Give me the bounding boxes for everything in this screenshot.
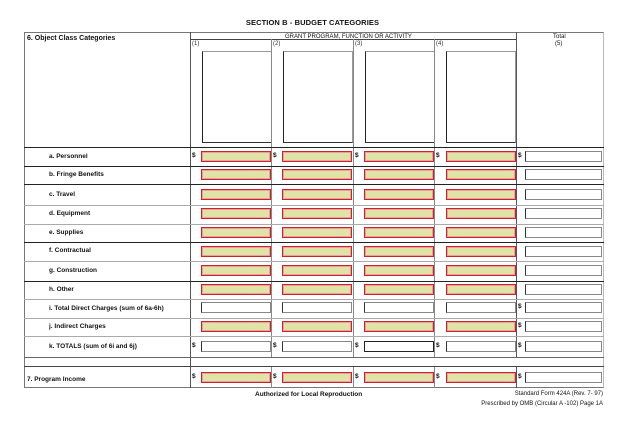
equipment-col-2[interactable]: [282, 208, 352, 219]
divider: [271, 39, 272, 357]
section-title: SECTION B - BUDGET CATEGORIES: [245, 18, 380, 27]
other-col-4[interactable]: [446, 284, 516, 295]
divider: [24, 205, 604, 206]
construction-total[interactable]: [525, 265, 602, 276]
total-col-number: (5): [555, 41, 563, 47]
dollar-sign: $: [518, 322, 522, 329]
dollar-sign: $: [273, 342, 277, 349]
fringe-benefits-col-4[interactable]: [446, 169, 516, 180]
total-direct-total[interactable]: [525, 302, 602, 313]
row-label-indirect: j. Indirect Charges: [49, 323, 106, 330]
dollar-sign: $: [192, 373, 196, 380]
col-2-program-name[interactable]: [283, 51, 353, 143]
divider: [24, 224, 604, 225]
dollar-sign: $: [436, 373, 440, 380]
supplies-total[interactable]: [525, 227, 602, 238]
indirect-col-4[interactable]: [446, 321, 516, 332]
row-label-travel: c. Travel: [49, 191, 76, 198]
total-header: Total: [553, 34, 566, 40]
construction-col-4[interactable]: [446, 265, 516, 276]
row-label-supplies: e. Supplies: [49, 229, 84, 236]
totals-col-1[interactable]: [201, 341, 271, 352]
divider: [516, 366, 517, 388]
supplies-col-2[interactable]: [282, 227, 352, 238]
divider: [24, 166, 604, 167]
col-1-program-name[interactable]: [202, 51, 272, 143]
divider: [24, 281, 604, 282]
row-label-fringe-benefits: b. Fringe Benefits: [49, 171, 104, 178]
divider: [271, 366, 272, 388]
total-direct-col-4[interactable]: [446, 302, 516, 313]
fringe-benefits-col-2[interactable]: [282, 169, 352, 180]
col-2-number: (2): [273, 41, 281, 47]
divider: [434, 366, 435, 388]
row-label-contractual: f. Contractual: [49, 247, 91, 254]
divider: [434, 39, 435, 357]
col-3-number: (3): [355, 41, 363, 47]
dollar-sign: $: [518, 303, 522, 310]
dollar-sign: $: [355, 373, 359, 380]
dollar-sign: $: [518, 373, 522, 380]
dollar-sign: $: [273, 152, 277, 159]
col-4-program-name[interactable]: [446, 51, 516, 143]
col-4-number: (4): [436, 41, 444, 47]
divider: [190, 32, 191, 388]
divider: [24, 261, 604, 262]
supplies-col-3[interactable]: [364, 227, 434, 238]
row-label-total-direct: i. Total Direct Charges (sum of 6a-6h): [49, 305, 164, 312]
other-col-2[interactable]: [282, 284, 352, 295]
equipment-total[interactable]: [525, 208, 602, 219]
program-income-col-4[interactable]: [446, 372, 516, 383]
total-direct-col-3[interactable]: [364, 302, 434, 313]
contractual-col-2[interactable]: [282, 246, 352, 257]
indirect-total[interactable]: [525, 321, 602, 332]
dollar-sign: $: [192, 152, 196, 159]
divider: [24, 147, 604, 148]
dollar-sign: $: [192, 342, 196, 349]
object-class-header: 6. Object Class Categories: [27, 35, 116, 42]
contractual-col-3[interactable]: [364, 246, 434, 257]
authorized-reproduction-note: Authorized for Local Reproduction: [255, 391, 363, 398]
travel-col-4[interactable]: [446, 189, 516, 200]
construction-col-2[interactable]: [282, 265, 352, 276]
divider: [24, 242, 604, 243]
divider: [516, 32, 517, 357]
program-income-col-3[interactable]: [364, 372, 434, 383]
indirect-col-2[interactable]: [282, 321, 352, 332]
program-income-col-1[interactable]: [201, 372, 271, 383]
travel-col-3[interactable]: [364, 189, 434, 200]
divider: [24, 366, 604, 367]
program-income-total[interactable]: [525, 372, 602, 383]
row-label-totals: k. TOTALS (sum of 6i and 6j): [49, 343, 137, 350]
other-col-3[interactable]: [364, 284, 434, 295]
supplies-col-1[interactable]: [201, 227, 271, 238]
program-income-col-2[interactable]: [282, 372, 352, 383]
grant-program-header: GRANT PROGRAM, FUNCTION OR ACTIVITY: [285, 34, 412, 40]
dollar-sign: $: [436, 152, 440, 159]
totals-col-3[interactable]: [364, 341, 434, 352]
dollar-sign: $: [518, 342, 522, 349]
divider: [24, 184, 604, 185]
construction-col-3[interactable]: [364, 265, 434, 276]
equipment-col-3[interactable]: [364, 208, 434, 219]
divider: [24, 299, 604, 300]
travel-col-2[interactable]: [282, 189, 352, 200]
divider: [24, 336, 604, 337]
dollar-sign: $: [518, 152, 522, 159]
col-3-program-name[interactable]: [365, 51, 435, 143]
construction-col-1[interactable]: [201, 265, 271, 276]
personnel-col-3[interactable]: [364, 151, 434, 162]
row-label-personnel: a. Personnel: [49, 153, 88, 160]
personnel-col-4[interactable]: [446, 151, 516, 162]
prescribed-note: Prescribed by OMB (Circular A -102) Page 1A: [481, 401, 603, 407]
total-direct-col-2[interactable]: [282, 302, 352, 313]
row-label-equipment: d. Equipment: [49, 210, 91, 217]
fringe-benefits-col-3[interactable]: [364, 169, 434, 180]
indirect-col-1[interactable]: [201, 321, 271, 332]
dollar-sign: $: [273, 373, 277, 380]
dollar-sign: $: [436, 342, 440, 349]
supplies-col-4[interactable]: [446, 227, 516, 238]
divider: [353, 366, 354, 388]
total-direct-col-1[interactable]: [201, 302, 271, 313]
indirect-col-3[interactable]: [364, 321, 434, 332]
contractual-total[interactable]: [525, 246, 602, 257]
fringe-benefits-total[interactable]: [525, 169, 602, 180]
travel-col-1[interactable]: [201, 189, 271, 200]
travel-total[interactable]: [525, 189, 602, 200]
form-id: Standard Form 424A (Rev. 7- 97): [514, 391, 603, 397]
divider: [24, 318, 604, 319]
contractual-col-1[interactable]: [201, 246, 271, 257]
equipment-col-1[interactable]: [201, 208, 271, 219]
totals-col-2[interactable]: [282, 341, 352, 352]
personnel-col-1[interactable]: [201, 151, 271, 162]
dollar-sign: $: [355, 152, 359, 159]
contractual-col-4[interactable]: [446, 246, 516, 257]
divider: [353, 39, 354, 357]
other-total[interactable]: [525, 284, 602, 295]
row-label-construction: g. Construction: [49, 267, 98, 274]
divider: [24, 357, 604, 358]
fringe-benefits-col-1[interactable]: [201, 169, 271, 180]
dollar-sign: $: [355, 342, 359, 349]
equipment-col-4[interactable]: [446, 208, 516, 219]
totals-col-4[interactable]: [446, 341, 516, 352]
personnel-col-2[interactable]: [282, 151, 352, 162]
other-col-1[interactable]: [201, 284, 271, 295]
personnel-total[interactable]: [525, 151, 602, 162]
row-label-other: h. Other: [49, 286, 74, 293]
row-label-program-income: 7. Program Income: [27, 376, 86, 383]
col-1-number: (1): [192, 41, 200, 47]
totals-total[interactable]: [525, 341, 602, 352]
